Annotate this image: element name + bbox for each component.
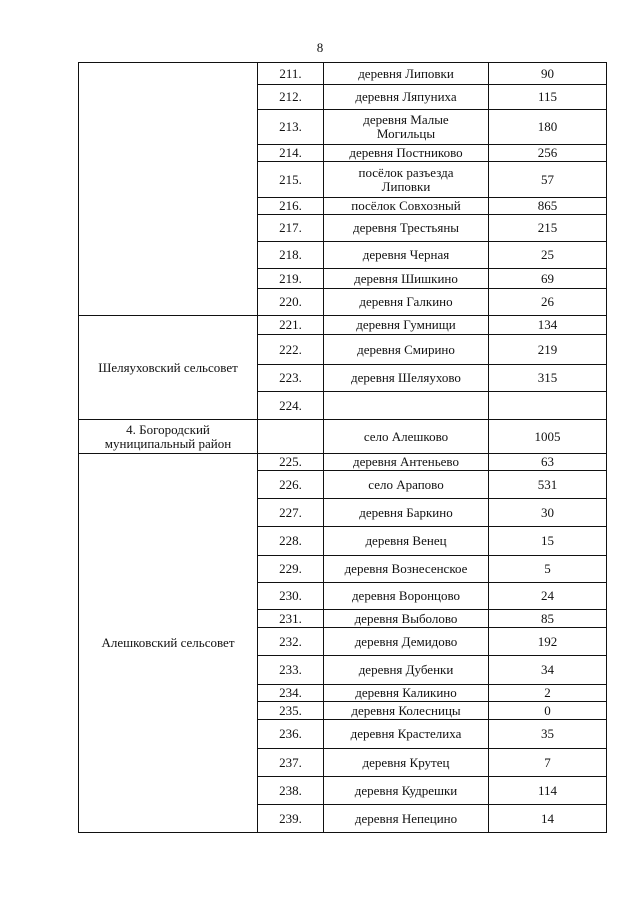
population: 315 (489, 365, 607, 392)
population: 69 (489, 269, 607, 289)
settlement-name: деревня Крутец (324, 749, 489, 777)
population: 256 (489, 145, 607, 162)
settlement-name: деревня Гумнищи (324, 316, 489, 335)
settlement-name: деревня Демидово (324, 628, 489, 656)
row-number: 216. (258, 198, 324, 215)
row-number: 230. (258, 583, 324, 610)
population: 57 (489, 162, 607, 198)
settlement-name: деревня Галкино (324, 289, 489, 316)
table-row (79, 316, 607, 335)
settlements-table-wrapper (78, 62, 606, 833)
settlement-name: деревня Малые Могильцы (324, 110, 489, 145)
row-number: 221. (258, 316, 324, 335)
table-row (79, 63, 607, 85)
population: 26 (489, 289, 607, 316)
row-number: 233. (258, 656, 324, 685)
row-number: 224. (258, 392, 324, 420)
row-number: 218. (258, 242, 324, 269)
settlement-name: деревня Выболово (324, 610, 489, 628)
population: 25 (489, 242, 607, 269)
settlement-name: деревня Венец (324, 527, 489, 556)
row-number: 226. (258, 471, 324, 499)
row-number: 213. (258, 110, 324, 145)
population: 114 (489, 777, 607, 805)
population: 15 (489, 527, 607, 556)
population: 0 (489, 702, 607, 720)
settlement-name: деревня Трестьяны (324, 215, 489, 242)
row-number: 229. (258, 556, 324, 583)
settlement-name (324, 392, 489, 420)
district-bogorodsky: 4. Богородский муниципальный район (79, 420, 258, 454)
settlement-name: деревня Ляпуниха (324, 85, 489, 110)
row-number: 222. (258, 335, 324, 365)
district-aleshkovsky: Алешковский сельсовет (79, 454, 258, 833)
row-number: 239. (258, 805, 324, 833)
settlement-name: деревня Черная (324, 242, 489, 269)
population: 5 (489, 556, 607, 583)
settlement-name: деревня Колесницы (324, 702, 489, 720)
settlement-name: деревня Баркино (324, 499, 489, 527)
settlement-name: деревня Антеньево (324, 454, 489, 471)
district-cell-empty (79, 63, 258, 316)
row-number: 211. (258, 63, 324, 85)
row-number: 219. (258, 269, 324, 289)
settlement-name: деревня Кудрешки (324, 777, 489, 805)
settlement-name: село Арапово (324, 471, 489, 499)
population: 865 (489, 198, 607, 215)
table-row (79, 420, 607, 454)
row-number: 217. (258, 215, 324, 242)
settlements-table (78, 62, 607, 833)
row-number: 227. (258, 499, 324, 527)
row-number: 234. (258, 685, 324, 702)
settlement-name: деревня Вознесенское (324, 556, 489, 583)
population: 134 (489, 316, 607, 335)
row-number: 237. (258, 749, 324, 777)
population: 192 (489, 628, 607, 656)
settlement-name: деревня Шеляухово (324, 365, 489, 392)
settlement-name: деревня Дубенки (324, 656, 489, 685)
row-number: 223. (258, 365, 324, 392)
row-number: 231. (258, 610, 324, 628)
row-number: 214. (258, 145, 324, 162)
settlement-name: деревня Смирино (324, 335, 489, 365)
settlement-name: деревня Каликино (324, 685, 489, 702)
row-number: 212. (258, 85, 324, 110)
population: 90 (489, 63, 607, 85)
settlement-name: село Алешково (324, 420, 489, 454)
population: 63 (489, 454, 607, 471)
settlement-name: посёлок Совхозный (324, 198, 489, 215)
settlement-name: деревня Воронцово (324, 583, 489, 610)
population: 34 (489, 656, 607, 685)
settlement-name: посёлок разъезда Липовки (324, 162, 489, 198)
population: 115 (489, 85, 607, 110)
settlement-name: деревня Липовки (324, 63, 489, 85)
population: 215 (489, 215, 607, 242)
population: 7 (489, 749, 607, 777)
population: 219 (489, 335, 607, 365)
population: 180 (489, 110, 607, 145)
row-number: 225. (258, 454, 324, 471)
population (489, 392, 607, 420)
district-sheliaukhovsky: Шеляуховский сельсовет (79, 316, 258, 420)
row-number: 220. (258, 289, 324, 316)
page-number: 8 (316, 40, 324, 55)
settlement-name: деревня Шишкино (324, 269, 489, 289)
row-number: 238. (258, 777, 324, 805)
settlement-name: деревня Крастелиха (324, 720, 489, 749)
row-number: 215. (258, 162, 324, 198)
settlement-name: деревня Постниково (324, 145, 489, 162)
population: 531 (489, 471, 607, 499)
row-number: 232. (258, 628, 324, 656)
population: 35 (489, 720, 607, 749)
population: 85 (489, 610, 607, 628)
population: 30 (489, 499, 607, 527)
table-row (79, 454, 607, 471)
population: 2 (489, 685, 607, 702)
row-number: 235. (258, 702, 324, 720)
row-number (258, 420, 324, 454)
row-number: 236. (258, 720, 324, 749)
population: 1005 (489, 420, 607, 454)
settlement-name: деревня Непецино (324, 805, 489, 833)
row-number: 228. (258, 527, 324, 556)
population: 14 (489, 805, 607, 833)
population: 24 (489, 583, 607, 610)
